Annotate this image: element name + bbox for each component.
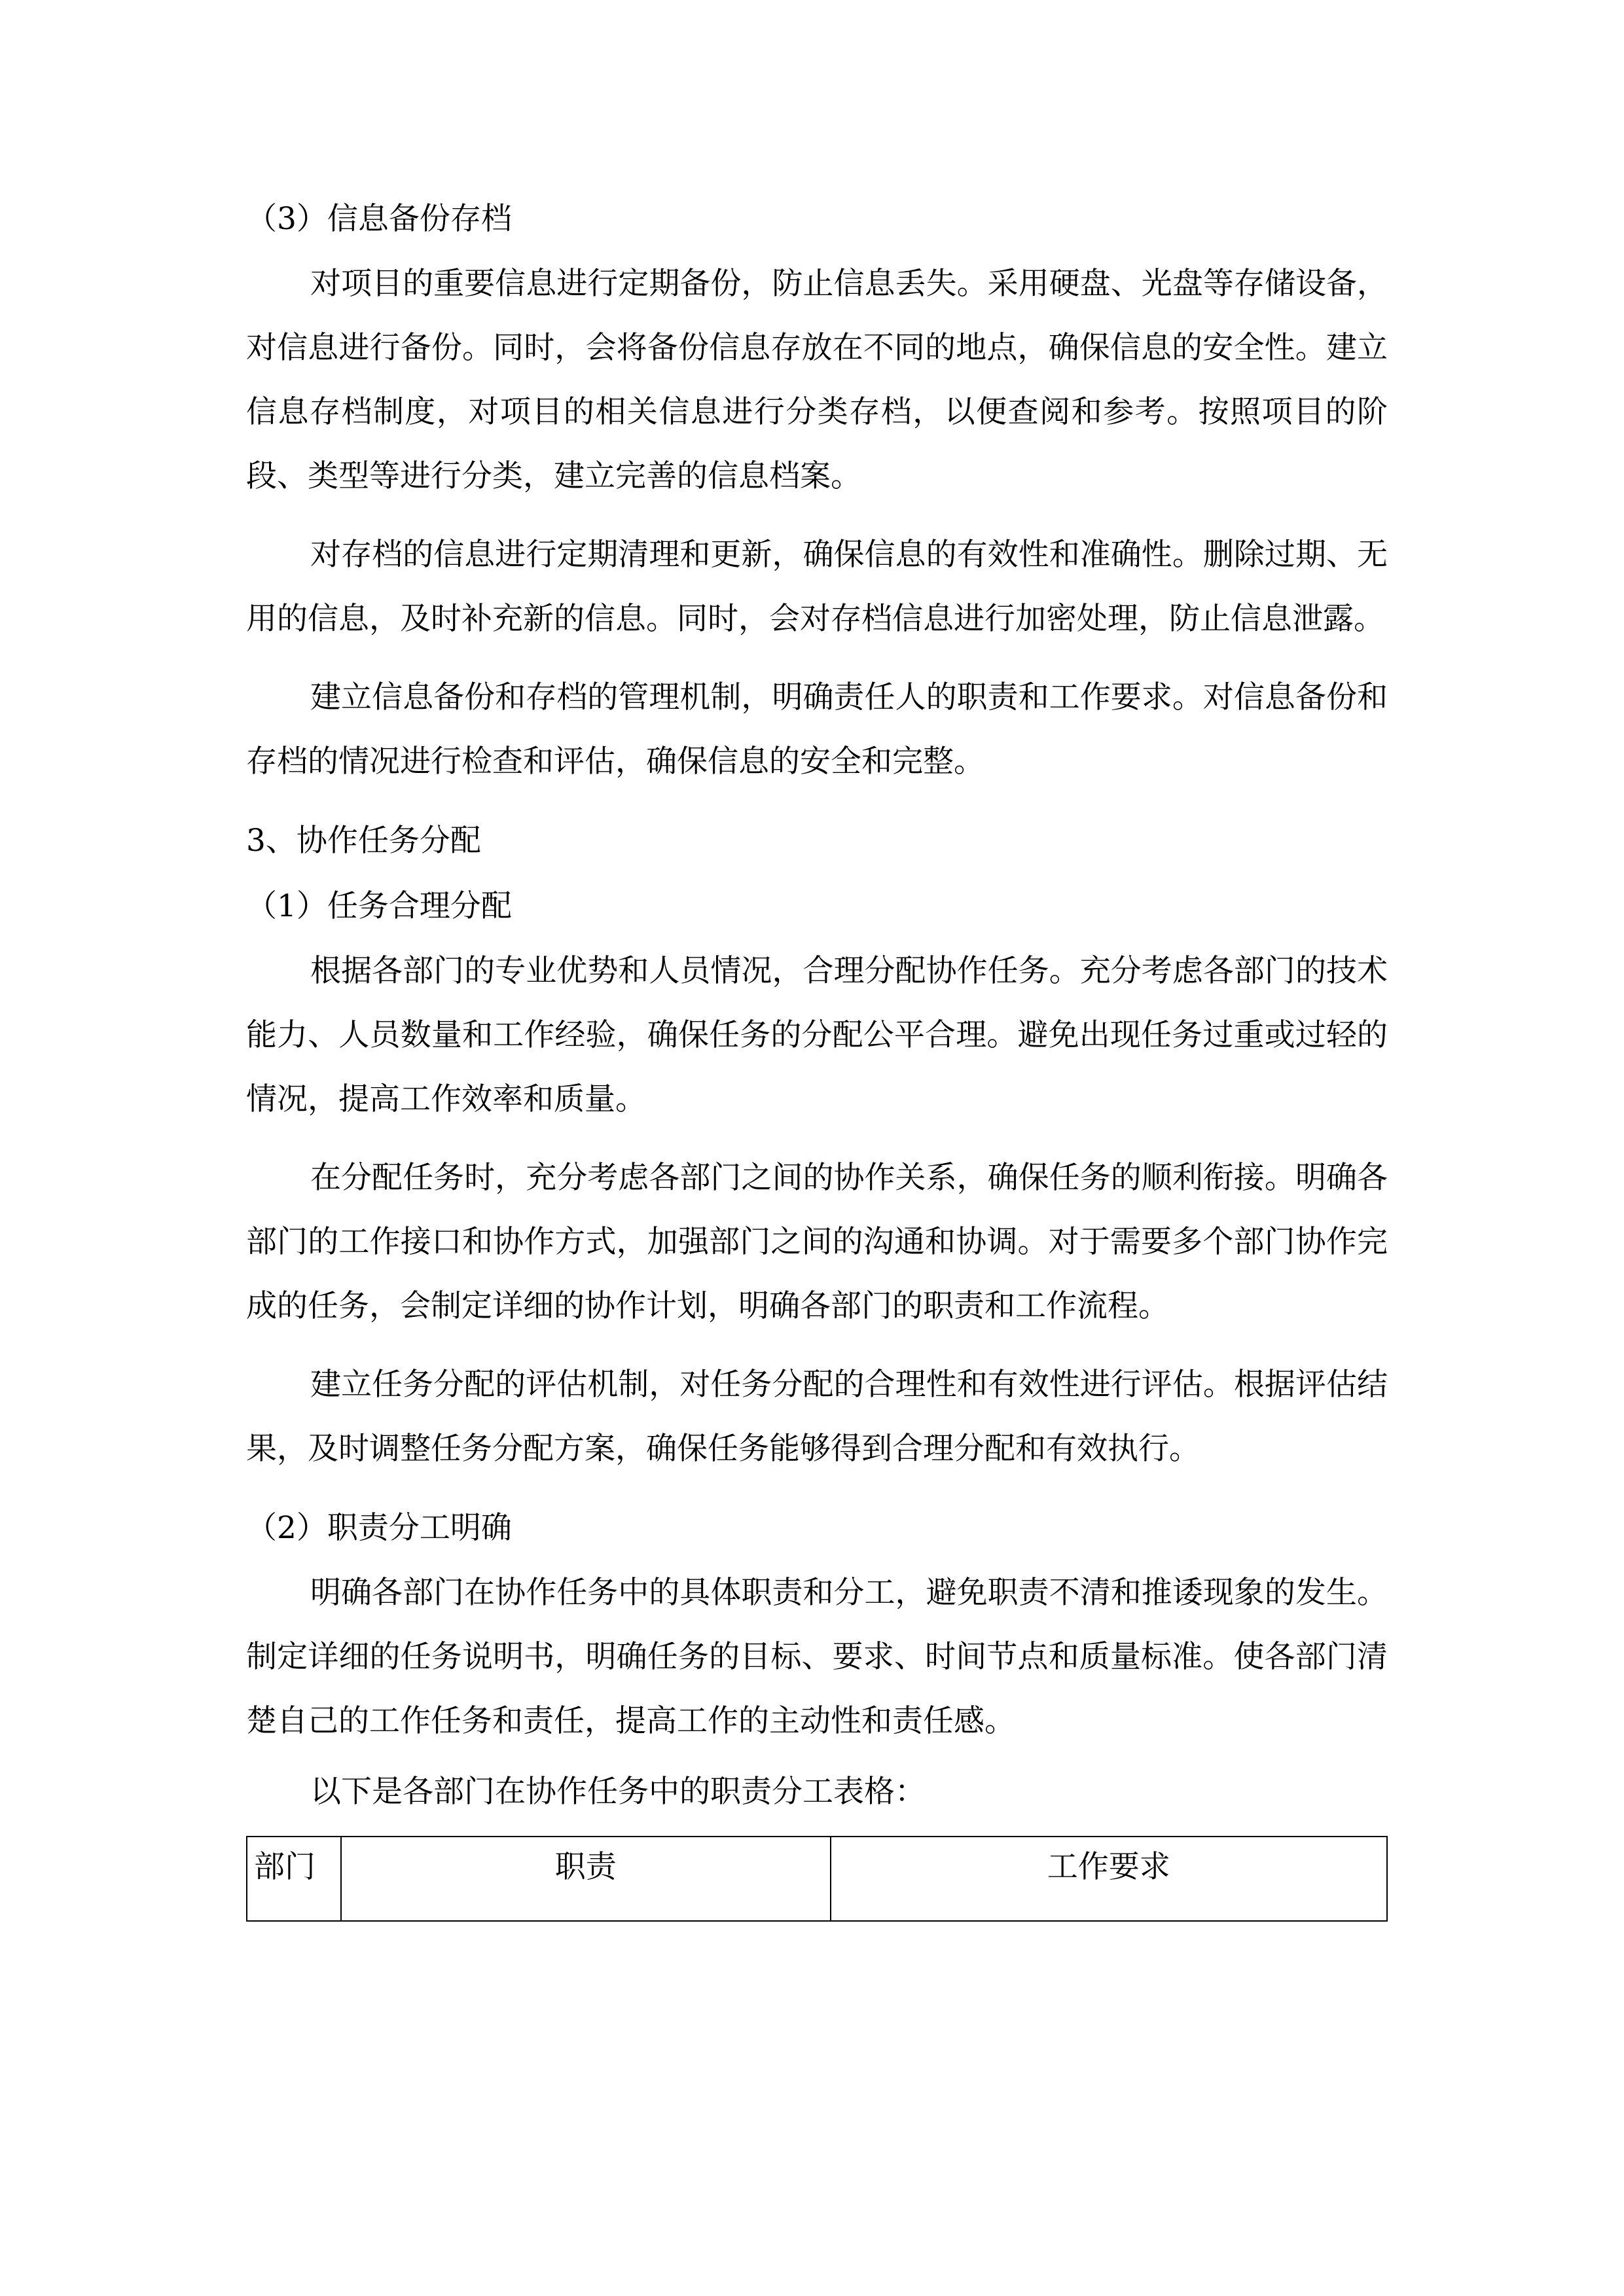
header-requirements: 工作要求 [831,1837,1387,1921]
subsection-heading-clear-duties: （2）职责分工明确 [246,1510,512,1546]
table-intro: 以下是各部门在协作任务中的职责分工表格： [310,1774,926,1810]
paragraph: 建立信息备份和存档的管理机制，明确责任人的职责和工作要求。对信息备份和存档的情况进行检查和评估，确保信息的安全和完整。 [246,679,1388,780]
duty-table [246,1836,1388,1922]
paragraph: 在分配任务时，充分考虑各部门之间的协作关系，确保任务的顺利衔接。明确各部门的工作接口和协作方式，加强部门之间的沟通和协调。对于需要多个部门协作完成的任务，会制定详细的协作计划，明确各部门的职责和工作流程。 [246,1160,1388,1324]
subsection-heading-reasonable-allocation: （1）任务合理分配 [246,888,512,924]
document-page [246,187,1388,1922]
header-duties: 职责 [341,1837,831,1921]
chapter-heading-task-allocation: 3、协作任务分配 [246,823,481,859]
paragraph: 建立任务分配的评估机制，对任务分配的合理性和有效性进行评估。根据评估结果，及时调整任务分配方案，确保任务能够得到合理分配和有效执行。 [246,1367,1388,1467]
table-header-row [247,1837,1387,1921]
paragraph: 对存档的信息进行定期清理和更新，确保信息的有效性和准确性。删除过期、无用的信息，及时补充新的信息。同时，会对存档信息进行加密处理，防止信息泄露。 [246,537,1388,637]
header-department: 部门 [247,1837,341,1921]
paragraph: 明确各部门在协作任务中的具体职责和分工，避免职责不清和推诿现象的发生。制定详细的任务说明书，明确任务的目标、要求、时间节点和质量标准。使各部门清楚自己的工作任务和责任，提高工作的主动性和责任感。 [246,1575,1388,1739]
section-heading-backup: （3）信息备份存档 [246,201,512,237]
paragraph: 根据各部门的专业优势和人员情况，合理分配协作任务。充分考虑各部门的技术能力、人员数量和工作经验，确保任务的分配公平合理。避免出现任务过重或过轻的情况，提高工作效率和质量。 [246,953,1388,1117]
paragraph: 对项目的重要信息进行定期备份，防止信息丢失。采用硬盘、光盘等存储设备，对信息进行备份。同时，会将备份信息存放在不同的地点，确保信息的安全性。建立信息存档制度，对项目的相关信息进行分类存档，以便查阅和参考。按照项目的阶段、类型等进行分类，建立完善的信息档案。 [246,266,1388,494]
